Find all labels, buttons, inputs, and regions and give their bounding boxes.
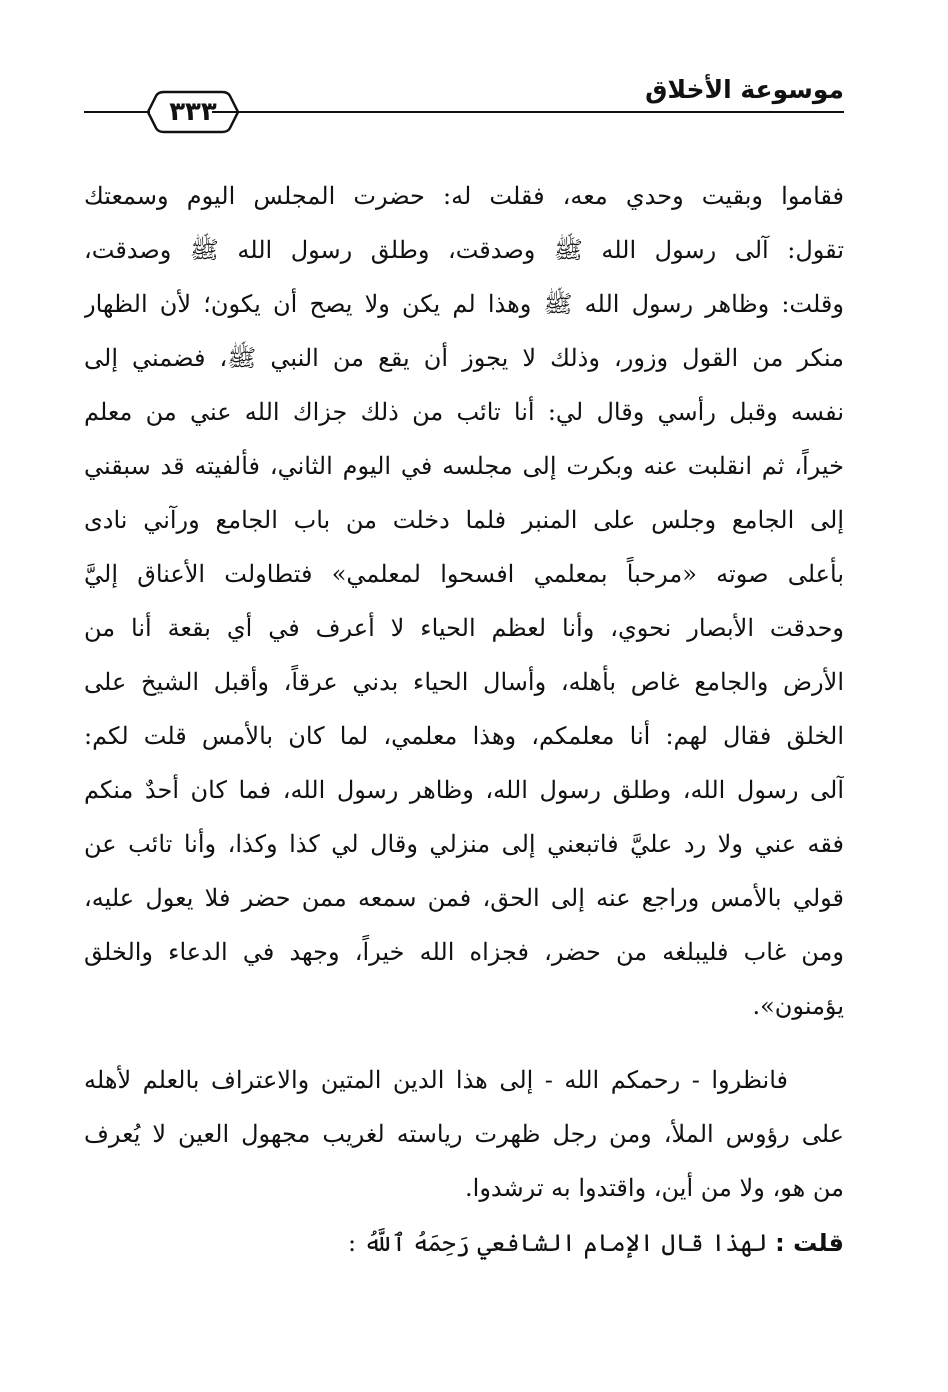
text-line: إلى الجامع وجلس على المنبر فلما دخلت من باب الجامع ورآني نادى [84,506,844,534]
text-line: على رؤوس الملأ، ومن رجل ظهرت رياسته لغريب مجهول العين لا يُعرف [84,1120,844,1148]
text-line: بأعلى صوته «مرحباً بمعلمي افسحوا لمعلمي» فتطاولت الأعناق إليَّ [84,560,844,588]
text-line: قولي بالأمس وراجع عنه إلى الحق، فمن سمعه ممن حضر فلا يعول عليه، [84,884,844,912]
closing-lead: قلت : [775,1229,844,1257]
text-line: الأرض والجامع غاص بأهله، وأسال الحياء بدني عرقاً، وأقبل الشيخ على [84,668,844,696]
text-line: خيراً، ثم انقلبت عنه وبكرت إلى مجلسه في اليوم الثاني، فألفيته قد سبقني [84,452,844,480]
text-line: من هو، ولا من أين، واقتدوا به ترشدوا. [465,1174,844,1202]
text-line: الخلق فقال لهم: أنا معلمكم، وهذا معلمي، لما كان بالأمس قلت لكم: [84,722,844,750]
text-line: نفسه وقبل رأسي وقال لي: أنا تائب من ذلك جزاك الله عني من معلم [84,398,844,426]
text-line: فقه عني ولا رد عليَّ فاتبعني إلى منزلي وقال لي كذا وكذا، وأنا تائب عن [84,830,844,858]
page-number: ٣٣٣ [169,97,217,127]
header-rule-right [212,111,844,113]
text-line: فقاموا وبقيت وحدي معه، فقلت له: حضرت المجلس اليوم وسمعتك [84,182,844,210]
text-line: آلى رسول الله، وطلق رسول الله، وظاهر رسول الله، فما كان أحدٌ منكم [84,776,844,804]
header-rule-left [84,111,146,113]
text-line: وحدقت الأبصار نحوي، وأنا لعظم الحياء لا أعرف في أي بقعة أنا من [84,614,844,642]
text-line: منكر من القول وزور، وذلك لا يجوز أن يقع من النبي ﷺ، فضمني إلى [84,344,844,372]
running-title: موسوعة الأخلاق [645,75,844,104]
paragraph-1 [84,169,844,1033]
text-line: يؤمنون». [752,992,844,1020]
text-line: فانظروا - رحمكم الله - إلى هذا الدين المتين والاعتراف بالعلم لأهله [84,1066,788,1094]
page-number-ornament [144,88,242,136]
text-line: تقول: آلى رسول الله ﷺ وصدقت، وطلق رسول الله ﷺ وصدقت، [84,236,844,264]
closing-line [348,1216,844,1270]
paragraph-2 [84,1053,844,1215]
text-line: وقلت: وظاهر رسول الله ﷺ وهذا لم يكن ولا يصح أن يكون؛ لأن الظهار [84,290,844,318]
closing-text: لهذا قال الإمام الشافعي رَحِمَهُ ٱللَّهُ : [348,1229,776,1257]
text-line: ومن غاب فليبلغه من حضر، فجزاه الله خيراً، وجهد في الدعاء والخلق [84,938,844,966]
